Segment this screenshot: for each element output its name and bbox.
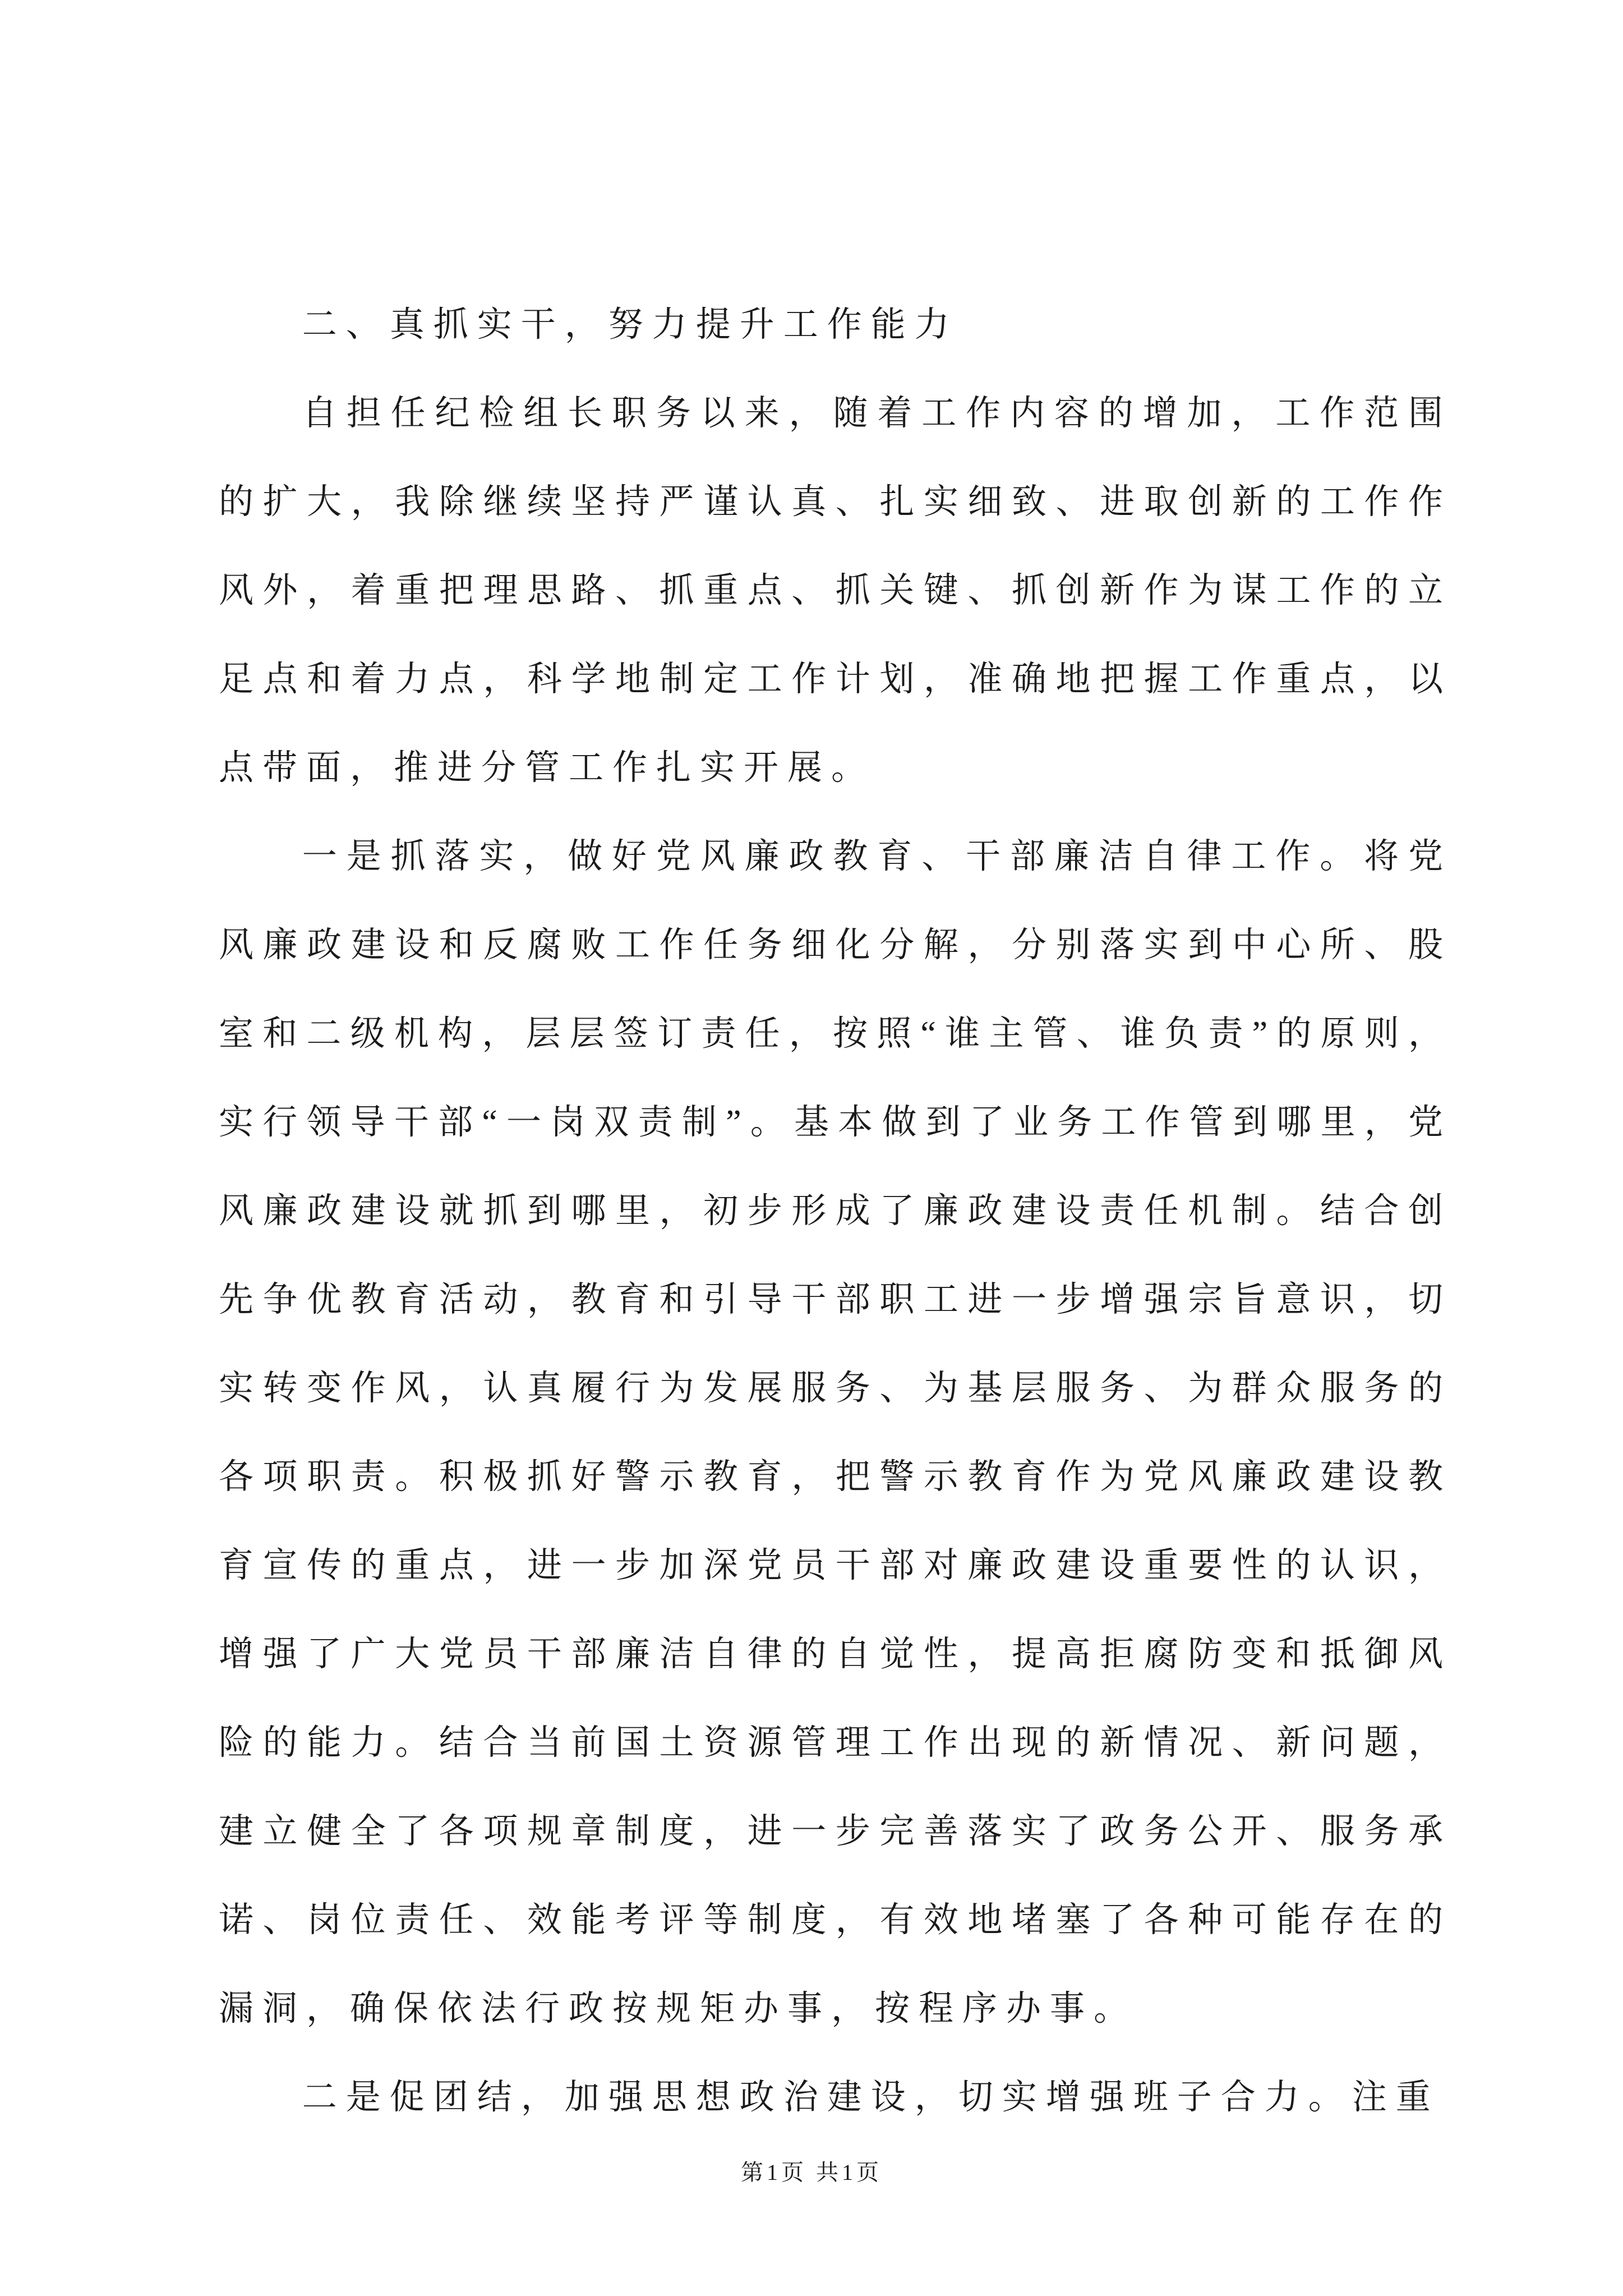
section-heading: 二、真抓实干，努力提升工作能力 — [302, 306, 958, 344]
paragraph-3: 二是促团结，加强思想政治建设，切实增强班子合力。注重 — [302, 2078, 1440, 2116]
paragraph-1: 自担任纪检组长职务以来，随着工作内容的增加，工作范围的扩大，我除继续坚持严谨认真、扎实细致、进取创新的工作作风外，着重把理思路、抓重点、抓关键、抓创新作为谋工作的立足点和着力点，科学地制定工作计划，准确地把握工作重点，以点带面，推进分管工作扎实开展。 — [219, 394, 1452, 787]
page-number-indicator: 第1页 共1页 — [741, 2160, 882, 2185]
paragraph-2: 一是抓落实，做好党风廉政教育、干部廉洁自律工作。将党风廉政建设和反腐败工作任务细化分解，分别落实到中心所、股室和二级机构，层层签订责任，按照“谁主管、谁负责”的原则，实行领导干部“一岗双责制”。基本做到了业务工作管到哪里，党风廉政建设就抓到哪里，初步形成了廉政建设责任机制。结合创先争优教育活动，教育和引导干部职工进一步增强宗旨意识，切实转变作风，认真履行为发展服务、为基层服务、为群众服务的各项职责。积极抓好警示教育，把警示教育作为党风廉政建设教育宣传的重点，进一步加深党员干部对廉政建设重要性的认识，增强了广大党员干部廉洁自律的自觉性，提高拒腐防变和抵御风险的能力。结合当前国土资源管理工作出现的新情况、新问题，建立健全了各项规章制度，进一步完善落实了政务公开、服务承诺、岗位责任、效能考评等制度，有效地堵塞了各种可能存在的漏洞，确保依法行政按规矩办事，按程序办事。 — [219, 838, 1452, 2028]
document-body — [219, 280, 1452, 2142]
